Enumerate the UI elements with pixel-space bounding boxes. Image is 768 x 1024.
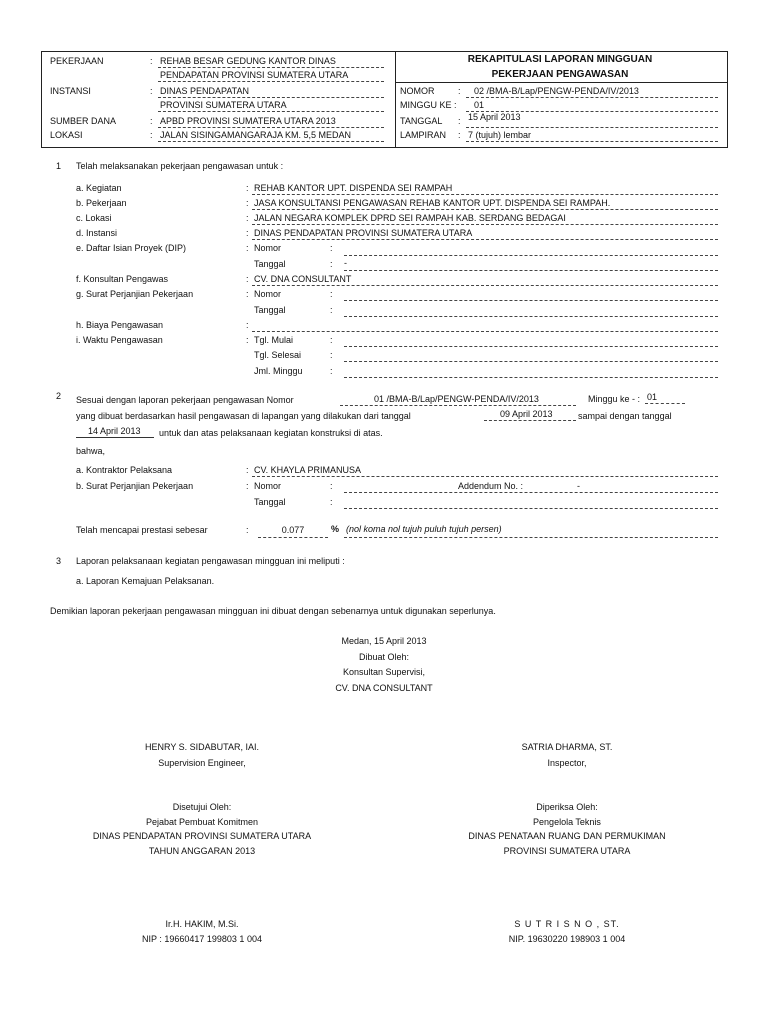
section2-start-date: 09 April 2013 bbox=[500, 409, 553, 419]
spp-nomor-label: Nomor bbox=[254, 289, 282, 299]
kegiatan-value: REHAB KANTOR UPT. DISPENDA SEI RAMPAH bbox=[254, 183, 453, 193]
lokasi-item-value: JALAN NEGARA KOMPLEK DPRD SEI RAMPAH KAB. SERDANG BEDAGAI bbox=[254, 213, 566, 223]
header-box bbox=[41, 51, 728, 148]
left-org-1: DINAS PENDAPATAN PROVINSI SUMATERA UTARA bbox=[92, 831, 312, 841]
underline bbox=[344, 361, 718, 362]
colon: : bbox=[246, 228, 249, 238]
instansi-value-2: PROVINSI SUMATERA UTARA bbox=[160, 100, 287, 110]
sig2-name: SATRIA DHARMA, ST. bbox=[521, 742, 613, 752]
underline bbox=[258, 537, 328, 538]
colon: : bbox=[330, 259, 333, 269]
colon: : bbox=[330, 497, 333, 507]
percent-sign: % bbox=[331, 524, 340, 534]
colon: : bbox=[246, 198, 249, 208]
spp2-tanggal-label: Tanggal bbox=[254, 497, 286, 507]
underline bbox=[252, 194, 718, 195]
underline bbox=[76, 437, 154, 438]
tgl-mulai-label: Tgl. Mulai bbox=[254, 335, 294, 345]
colon: : bbox=[246, 525, 249, 535]
dip-tanggal-label: Tanggal bbox=[254, 259, 286, 269]
underline bbox=[158, 127, 384, 128]
colon: : bbox=[246, 481, 249, 491]
colon: : bbox=[246, 335, 249, 345]
instansi-label: INSTANSI bbox=[50, 86, 91, 96]
waktu-label: i. Waktu Pengawasan bbox=[76, 335, 163, 345]
lampiran-label: LAMPIRAN bbox=[400, 130, 447, 140]
tanggal-value: 15 April 2013 bbox=[468, 112, 521, 122]
colon: : bbox=[246, 465, 249, 475]
bahwa: bahwa, bbox=[76, 446, 106, 456]
right-org-2: PROVINSI SUMATERA UTARA bbox=[503, 846, 631, 856]
place-date: Medan, 15 April 2013 bbox=[341, 636, 427, 646]
underline bbox=[344, 270, 718, 271]
kontraktor-label: a. Kontraktor Pelaksana bbox=[76, 465, 173, 475]
underline bbox=[252, 224, 718, 225]
section1-number: 1 bbox=[56, 161, 62, 171]
section2-line2-prefix: yang dibuat berdasarkan hasil pengawasan di lapangan yang dilakukan dari tanggal bbox=[76, 411, 411, 421]
minggu-value: 01 bbox=[474, 100, 485, 110]
underline bbox=[466, 111, 718, 112]
section2-minggu-value: 01 bbox=[647, 392, 658, 402]
section3-intro: Laporan pelaksanaan kegiatan pengawasan mingguan ini meliputi : bbox=[76, 556, 345, 566]
ppk-role: Pejabat Pembuat Komitmen bbox=[145, 817, 259, 827]
colon: : bbox=[246, 289, 249, 299]
kegiatan-label: a. Kegiatan bbox=[76, 183, 122, 193]
colon: : bbox=[330, 481, 333, 491]
colon: : bbox=[330, 243, 333, 253]
prestasi-value: 0.077 bbox=[281, 525, 305, 535]
company-name: CV. DNA CONSULTANT bbox=[335, 683, 433, 693]
sumber-dana-label: SUMBER DANA bbox=[50, 116, 117, 126]
pekerjaan-item-label: b. Pekerjaan bbox=[76, 198, 127, 208]
instansi-item-value: DINAS PENDAPATAN PROVINSI SUMATERA UTARA bbox=[254, 228, 473, 238]
jml-minggu-label: Jml. Minggu bbox=[254, 366, 303, 376]
closing-statement: Demikian laporan pekerjaan pengawasan mingguan ini dibuat dengan sebenarnya untuk digunakan seperlunya. bbox=[50, 606, 496, 616]
underline bbox=[252, 285, 718, 286]
minggu-label: MINGGU KE : bbox=[400, 100, 457, 110]
colon: : bbox=[246, 320, 249, 330]
right-signer-name: S U T R I S N O , ST. bbox=[514, 919, 620, 929]
sumber-dana-value: APBD PROVINSI SUMATERA UTARA 2013 bbox=[160, 116, 336, 126]
kontraktor-value: CV. KHAYLA PRIMANUSA bbox=[254, 465, 362, 475]
underline bbox=[344, 346, 718, 347]
colon: : bbox=[246, 274, 249, 284]
colon: : bbox=[150, 86, 153, 96]
pekerjaan-value-2: PENDAPATAN PROVINSI SUMATERA UTARA bbox=[160, 70, 349, 80]
underline bbox=[252, 331, 718, 332]
left-signer-nip: NIP : 19660417 199803 1 004 bbox=[142, 934, 262, 944]
konsultan-supervisi: Konsultan Supervisi, bbox=[342, 667, 426, 677]
colon: : bbox=[458, 116, 461, 126]
underline bbox=[344, 508, 718, 509]
underline bbox=[645, 403, 685, 404]
underline bbox=[344, 300, 718, 301]
report-title-2: PEKERJAAN PENGAWASAN bbox=[491, 69, 629, 80]
left-org-2: TAHUN ANGGARAN 2013 bbox=[148, 846, 256, 856]
nomor-label: NOMOR bbox=[400, 86, 435, 96]
underline bbox=[344, 377, 718, 378]
underline bbox=[252, 476, 718, 477]
pekerjaan-label: PEKERJAAN bbox=[50, 56, 104, 66]
sig1-role: Supervision Engineer, bbox=[158, 758, 246, 768]
underline bbox=[466, 127, 718, 128]
colon: : bbox=[150, 56, 153, 66]
prestasi-label: Telah mencapai prestasi sebesar bbox=[76, 525, 208, 535]
underline bbox=[466, 141, 718, 142]
colon: : bbox=[150, 130, 153, 140]
colon: : bbox=[246, 213, 249, 223]
left-signer-name: Ir.H. HAKIM, M.Si. bbox=[165, 919, 239, 929]
underline bbox=[252, 209, 718, 210]
pekerjaan-value-1: REHAB BESAR GEDUNG KANTOR DINAS bbox=[160, 56, 336, 66]
section2-line3-suffix: untuk dan atas pelaksanaan kegiatan konstruksi di atas. bbox=[159, 428, 383, 438]
addendum-label: Addendum No. : bbox=[458, 481, 524, 491]
underline bbox=[344, 255, 718, 256]
colon: : bbox=[150, 116, 153, 126]
colon: : bbox=[330, 366, 333, 376]
dip-tanggal-value: - bbox=[344, 258, 347, 268]
sig1-name: HENRY S. SIDABUTAR, IAI. bbox=[144, 742, 260, 752]
section3-item-a: a. Laporan Kemajuan Pelaksanan. bbox=[76, 576, 215, 586]
report-title-1: REKAPITULASI LAPORAN MINGGUAN bbox=[467, 54, 653, 65]
spp2-label: b. Surat Perjanjian Pekerjaan bbox=[76, 481, 194, 491]
section1-intro: Telah melaksanakan pekerjaan pengawasan untuk : bbox=[76, 161, 284, 171]
tanggal-label: TANGGAL bbox=[400, 116, 443, 126]
lokasi-value: JALAN SISINGAMANGARAJA KM. 5,5 MEDAN bbox=[160, 130, 352, 140]
dip-label: e. Daftar Isian Proyek (DIP) bbox=[76, 243, 187, 253]
underline bbox=[344, 492, 718, 493]
disetujui-oleh: Disetujui Oleh: bbox=[172, 802, 232, 812]
spp-tanggal-label: Tanggal bbox=[254, 305, 286, 315]
underline bbox=[158, 97, 384, 98]
prestasi-words: (nol koma nol tujuh puluh tujuh persen) bbox=[346, 524, 502, 534]
underline bbox=[158, 111, 384, 112]
colon: : bbox=[330, 350, 333, 360]
colon: : bbox=[458, 130, 461, 140]
underline bbox=[158, 81, 384, 82]
underline bbox=[466, 97, 718, 98]
colon: : bbox=[330, 335, 333, 345]
header-divider-vertical bbox=[395, 52, 396, 147]
colon: : bbox=[246, 183, 249, 193]
pekerjaan-item-value: JASA KONSULTANSI PENGAWASAN REHAB KANTOR UPT. DISPENDA SEI RAMPAH. bbox=[254, 198, 611, 208]
section3-number: 3 bbox=[56, 556, 62, 566]
section2-end-date: 14 April 2013 bbox=[88, 426, 141, 436]
dip-nomor-label: Nomor bbox=[254, 243, 282, 253]
underline bbox=[158, 141, 384, 142]
underline bbox=[252, 239, 718, 240]
underline bbox=[484, 420, 576, 421]
right-signer-nip: NIP. 19630220 198903 1 004 bbox=[508, 934, 626, 944]
pengelola-role: Pengelola Teknis bbox=[533, 817, 601, 827]
spp-label: g. Surat Perjanjian Pekerjaan bbox=[76, 289, 194, 299]
section2-line1-prefix: Sesuai dengan laporan pekerjaan pengawasan Nomor bbox=[76, 395, 294, 405]
section2-nomor: 01 /BMA-B/Lap/PENGW-PENDA/IV/2013 bbox=[374, 394, 539, 404]
lokasi-item-label: c. Lokasi bbox=[76, 213, 112, 223]
sig2-role: Inspector, bbox=[547, 758, 587, 768]
underline bbox=[344, 316, 718, 317]
section2-minggu-label: Minggu ke - : bbox=[588, 394, 641, 404]
konsultan-value: CV. DNA CONSULTANT bbox=[254, 274, 352, 284]
instansi-item-label: d. Instansi bbox=[76, 228, 118, 238]
underline bbox=[158, 67, 384, 68]
diperiksa-oleh: Diperiksa Oleh: bbox=[536, 802, 598, 812]
section2-line2-suffix: sampai dengan tanggal bbox=[578, 411, 672, 421]
colon: : bbox=[330, 305, 333, 315]
lokasi-label: LOKASI bbox=[50, 130, 83, 140]
colon: : bbox=[246, 243, 249, 253]
tgl-selesai-label: Tgl. Selesai bbox=[254, 350, 302, 360]
biaya-label: h. Biaya Pengawasan bbox=[76, 320, 164, 330]
addendum-value: - bbox=[577, 481, 580, 491]
section2-number: 2 bbox=[56, 391, 62, 401]
colon: : bbox=[458, 86, 461, 96]
nomor-value: 02 /BMA-B/Lap/PENGW-PENDA/IV/2013 bbox=[474, 86, 639, 96]
lampiran-value: 7 (tujuh) lembar bbox=[468, 130, 532, 140]
colon: : bbox=[330, 289, 333, 299]
spp2-nomor-label: Nomor bbox=[254, 481, 282, 491]
right-org-1: DINAS PENATAAN RUANG DAN PERMUKIMAN bbox=[468, 831, 666, 841]
header-divider-horizontal bbox=[395, 82, 727, 83]
konsultan-label: f. Konsultan Pengawas bbox=[76, 274, 169, 284]
underline bbox=[340, 405, 576, 406]
instansi-value-1: DINAS PENDAPATAN bbox=[160, 86, 250, 96]
dibuat-oleh: Dibuat Oleh: bbox=[358, 652, 410, 662]
underline bbox=[344, 537, 718, 538]
